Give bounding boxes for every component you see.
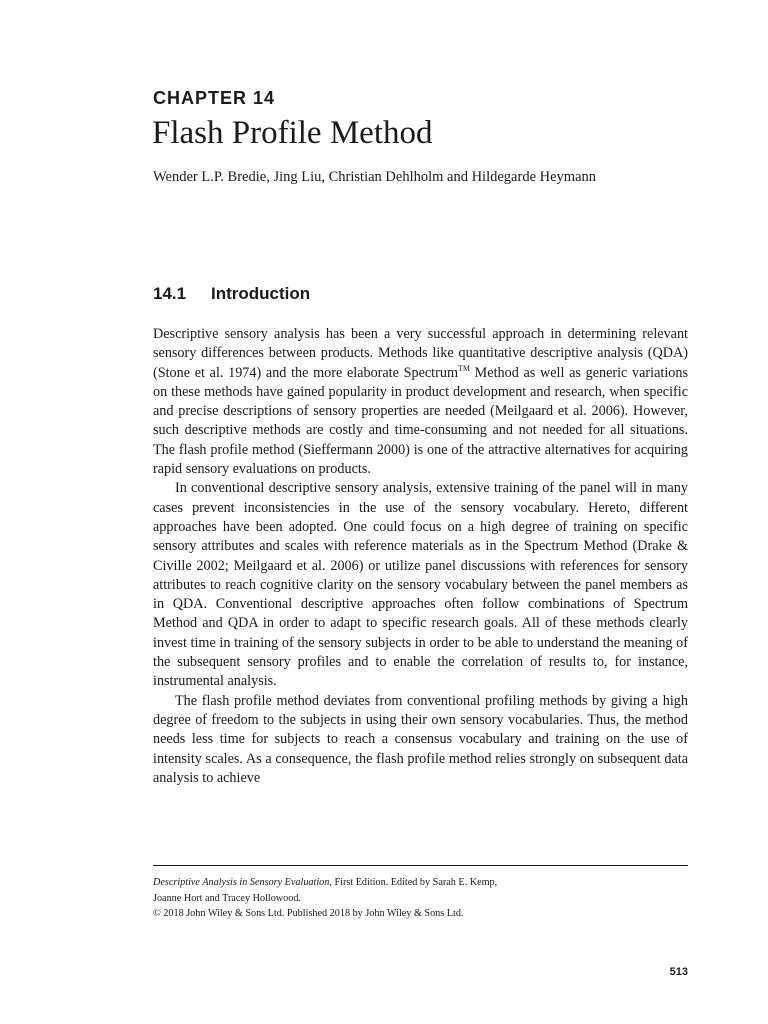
section-title: Introduction — [211, 284, 311, 303]
footnote-line-1-rest: , First Edition. Edited by Sarah E. Kemp, — [329, 877, 498, 888]
chapter-authors: Wender L.P. Bredie, Jing Liu, Christian Dehlholm and Hildegarde Heymann — [153, 169, 597, 185]
chapter-title: Flash Profile Method — [152, 115, 433, 151]
paragraph-3: The flash profile method deviates from conventional profiling methods by giving a high degree of freedom to the subjects in using their own sensory vocabularies. Thus, the method needs less time for subjects to reach a consensus vocabulary and training on the use of intensity scales. As a consequence, the flash profile method relies strongly on subsequent data analysis to achieve — [153, 692, 688, 786]
section-heading — [153, 284, 310, 304]
footnote-divider — [153, 865, 688, 866]
chapter-label: CHAPTER 14 — [153, 88, 276, 108]
footnote-line-1 — [153, 875, 688, 891]
trademark-superscript: TM — [457, 363, 470, 373]
section-number: 14.1 — [153, 284, 187, 303]
footnote-line-2: Joanne Hort and Tracey Hollowood. — [153, 892, 301, 904]
paragraph-1-text-a: Descriptive sensory analysis has been a very successful approach in determining relevant sensory differences between products. Methods like quantitative descriptive analysis (QDA) (Stone et al. 1974) and the more elaborate Spectrum — [153, 326, 688, 381]
footnote-book-title: Descriptive Analysis in Sensory Evaluation — [153, 877, 330, 888]
footnote-line-3: © 2018 John Wiley & Sons Ltd. Published 2018 by John Wiley & Sons Ltd. — [153, 908, 464, 919]
page-number: 513 — [669, 966, 688, 978]
paragraph-1-text-b: Method as well as generic variations on these methods have gained popularity in product development and research, when specific and precise descriptions of sensory properties are needed (Meilgaard et al. 2006). However, such descriptive methods are costly and time-consuming and not needed for all situations. The flash profile method (Sieffermann 2000) is one of the attractive alternatives for acquiring rapid sensory evaluations on products. — [153, 364, 688, 478]
body-text — [153, 325, 688, 788]
footnote — [153, 875, 688, 922]
paragraph-1 — [153, 325, 688, 479]
paragraph-2: In conventional descriptive sensory analysis, extensive training of the panel will in many cases prevent inconsistencies in the use of the sensory vocabulary. Hereto, different approaches have been adopted. One could focus on a high degree of training on specific sensory attributes and scales with reference materials as in the Spectrum Method (Drake & Civille 2002; Meilgaard et al. 2006) or utilize panel discussions with references for sensory attributes to reach cognitive clarity on the sensory vocabulary between the panel members as in QDA. Conventional descriptive approaches often follow combinations of Spectrum Method and QDA in order to adapt to specific research goals. All of these methods clearly invest time in training of the sensory subjects in order to be able to understand the meaning of the subsequent sensory profiles and to enable the correlation of results to, for instance, instrumental analysis. — [153, 480, 688, 690]
